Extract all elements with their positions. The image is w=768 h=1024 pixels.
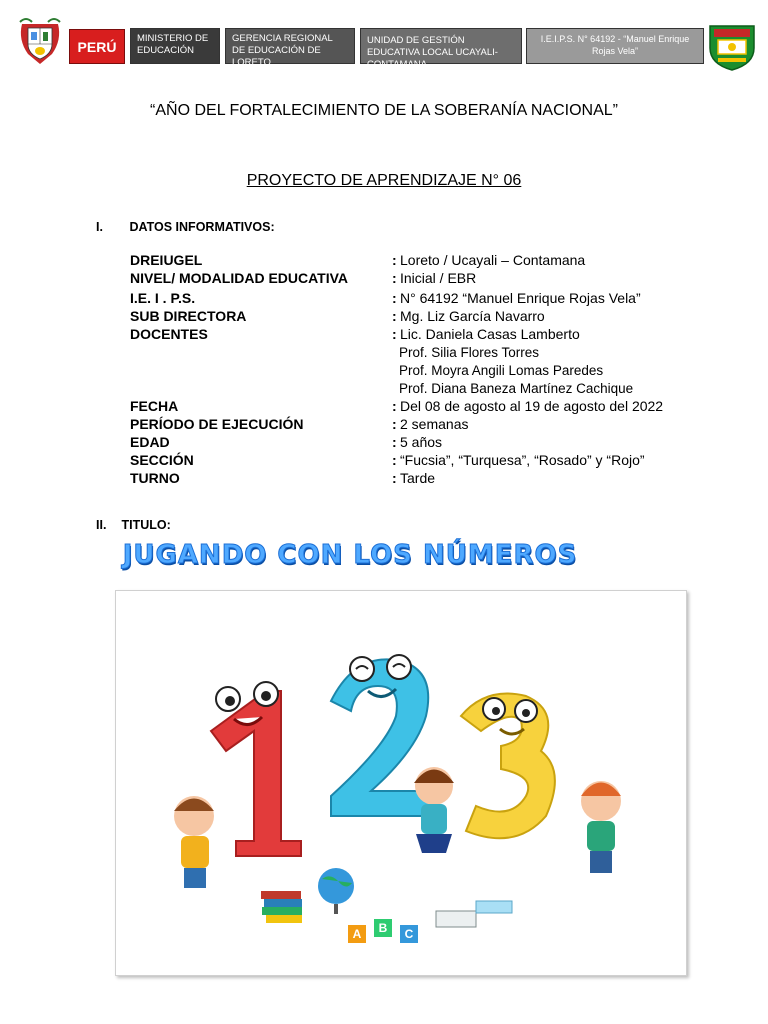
project-title-text: PROYECTO DE APRENDIZAJE N° 06 <box>246 172 522 189</box>
theme-title: JUGANDO CON LOS NÚMEROS <box>122 540 578 570</box>
peru-coat-of-arms-icon <box>18 14 62 66</box>
block-letter: B <box>378 921 388 935</box>
info-value: Tarde <box>400 470 436 486</box>
info-value: Lic. Daniela Casas Lamberto <box>400 326 580 342</box>
info-value: Del 08 de agosto al 19 de agosto del 2022 <box>400 398 664 414</box>
numbers-kids-illustration-icon <box>116 591 686 975</box>
year-title: “AÑO DEL FORTALECIMIENTO DE LA SOBERANÍA NACIONAL” <box>150 102 618 119</box>
peru-label: PERÚ <box>69 29 125 64</box>
info-value: Inicial / EBR <box>400 270 477 286</box>
info-row: SUB DIRECTORA : Mg. Liz García Navarro <box>130 308 545 324</box>
info-value: 2 semanas <box>400 416 469 432</box>
info-row: I.E. I . P.S. : N° 64192 “Manuel Enrique Rojas Vela” <box>130 290 641 306</box>
info-value: “Fucsia”, “Turquesa”, “Rosado” y “Rojo” <box>400 452 645 468</box>
info-label: NIVEL/ MODALIDAD EDUCATIVA <box>130 270 349 286</box>
info-row: PERÍODO DE EJECUCIÓN : 2 semanas <box>130 416 469 432</box>
info-label: DOCENTES <box>130 326 208 342</box>
section-1-heading <box>96 220 275 234</box>
illustration-frame <box>115 590 687 976</box>
info-value: Mg. Liz García Navarro <box>400 308 545 324</box>
info-value: 5 años <box>400 434 443 450</box>
info-row: SECCIÓN : “Fucsia”, “Turquesa”, “Rosado” y “Rojo” <box>130 452 645 468</box>
section-1-title: DATOS INFORMATIVOS: <box>129 220 275 234</box>
project-title <box>0 172 768 190</box>
docente-extra: Prof. Silia Flores Torres <box>399 345 540 360</box>
info-label: EDAD <box>130 434 170 450</box>
info-value: Loreto / Ucayali – Contamana <box>400 252 586 268</box>
regional-management-box: GERENCIA REGIONAL DE EDUCACIÓN DE LORETO <box>225 28 355 64</box>
school-box: I.E.I.P.S. N° 64192 - “Manuel Enrique Rojas Vela” <box>526 28 704 64</box>
info-row: DOCENTES : Lic. Daniela Casas Lamberto <box>130 326 580 342</box>
info-label: SECCIÓN <box>130 452 194 468</box>
block-letter: A <box>352 927 362 941</box>
docente-extra: Prof. Moyra Angili Lomas Paredes <box>399 363 604 378</box>
docente-extra: Prof. Diana Baneza Martínez Cachique <box>399 381 634 396</box>
info-label: SUB DIRECTORA <box>130 308 247 324</box>
info-label: I.E. I . P.S. <box>130 290 196 306</box>
ugel-box: UNIDAD DE GESTIÓN EDUCATIVA LOCAL UCAYALI- CONTAMANA <box>360 28 522 64</box>
info-row: DREIUGEL : Loreto / Ucayali – Contamana <box>130 252 586 268</box>
info-label: TURNO <box>130 470 180 486</box>
info-label: PERÍODO DE EJECUCIÓN <box>130 416 304 432</box>
section-2-heading <box>96 518 171 532</box>
info-row: NIVEL/ MODALIDAD EDUCATIVA : Inicial / EBR <box>130 270 477 286</box>
school-emblem-icon <box>706 20 758 72</box>
info-label: DREIUGEL <box>130 252 203 268</box>
section-1-number: I. <box>96 220 103 234</box>
ministry-box: MINISTERIO DE EDUCACIÓN <box>130 28 220 64</box>
info-row: EDAD : 5 años <box>130 434 443 450</box>
block-letter: C <box>404 927 414 941</box>
info-row: FECHA : Del 08 de agosto al 19 de agosto del 2022 <box>130 398 664 414</box>
info-row: TURNO : Tarde <box>130 470 436 486</box>
section-2-number: II. <box>96 518 107 532</box>
section-2-title: TITULO: <box>121 518 171 532</box>
info-label: FECHA <box>130 398 179 414</box>
info-value: N° 64192 “Manuel Enrique Rojas Vela” <box>400 290 641 306</box>
